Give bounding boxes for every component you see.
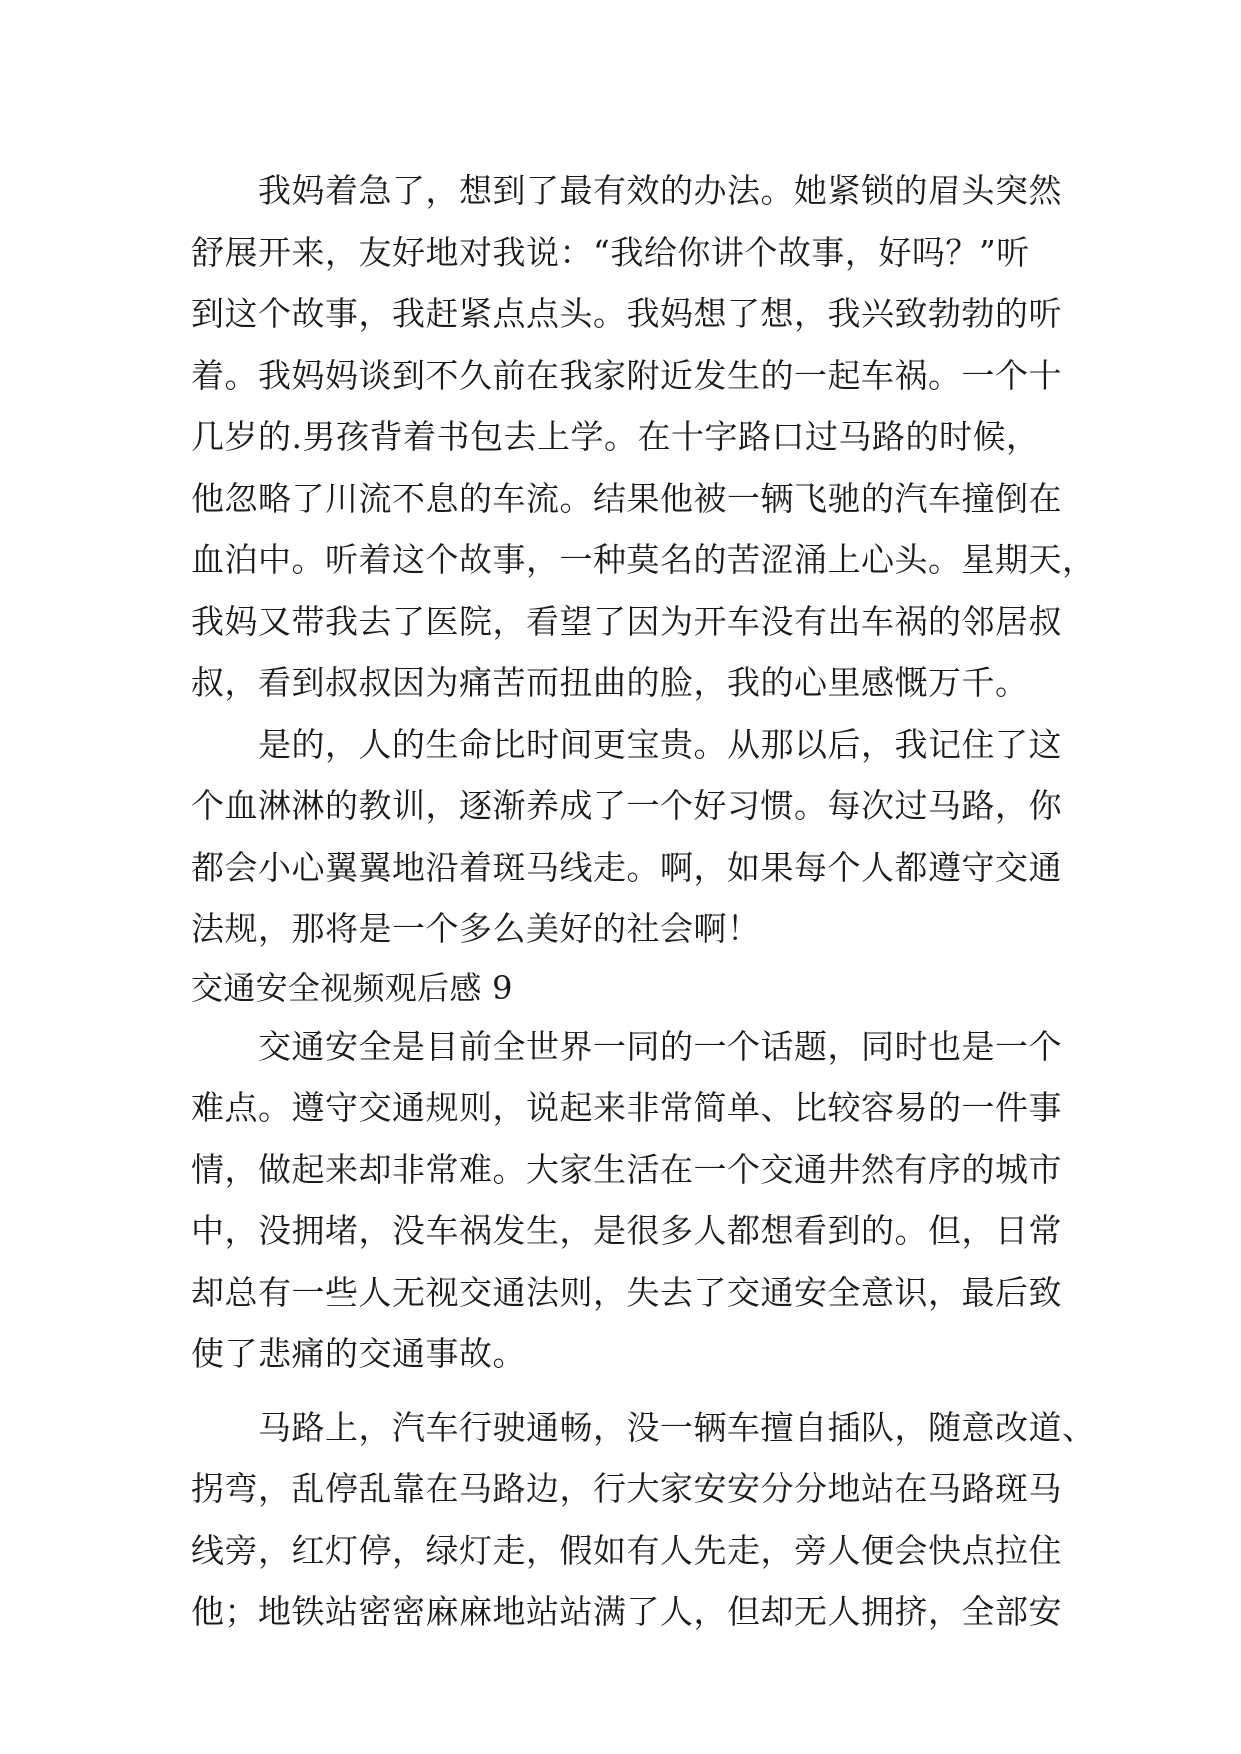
text-line: 法规，那将是一个多么美好的社会啊！ xyxy=(191,909,761,948)
text-line: 都会小心翼翼地沿着斑马线走。啊，如果每个人都遵守交通 xyxy=(191,847,1062,887)
text-line: 几岁的.男孩背着书包去上学。在十字路口过马路的时候， xyxy=(191,417,1040,456)
text-line: 是的，人的生命比时间更宝贵。从那以后，我记住了这 xyxy=(258,724,1062,764)
text-line: 到这个故事，我赶紧点点头。我妈想了想，我兴致勃勃的听 xyxy=(191,294,1062,333)
text-line: 线旁，红灯停，绿灯走，假如有人先走，旁人便会快点拉住 xyxy=(191,1530,1062,1570)
text-line: 中，没拥堵，没车祸发生，是很多人都想看到的。但，日常 xyxy=(191,1211,1062,1250)
document-body xyxy=(191,160,1096,1643)
text-line: 使了悲痛的交通事故。 xyxy=(191,1334,526,1373)
text-line: 舒展开来，友好地对我说：“我给你讲个故事，好吗？”听 xyxy=(191,232,1030,272)
text-line: 马路上，汽车行驶通畅，没一辆车擅自插队，随意改道、 xyxy=(258,1407,1096,1447)
paragraph xyxy=(191,160,1096,714)
text-line: 却总有一些人无视交通法则，失去了交通安全意识，最后致 xyxy=(191,1272,1062,1312)
text-line: 情，做起来却非常难。大家生活在一个交通井然有序的城市 xyxy=(191,1149,1062,1189)
text-line: 着。我妈妈谈到不久前在我家附近发生的一起车祸。一个十 xyxy=(191,355,1062,395)
text-line: 他；地铁站密密麻麻地站站满了人，但却无人拥挤，全部安 xyxy=(191,1592,1062,1631)
paragraph-spacer xyxy=(191,1385,1051,1397)
text-line: 我妈又带我去了医院，看望了因为开车没有出车祸的邻居叔 xyxy=(191,601,1062,641)
text-line: 交通安全是目前全世界一同的一个话题，同时也是一个 xyxy=(258,1026,1062,1066)
text-line: 他忽略了川流不息的车流。结果他被一辆飞驰的汽车撞倒在 xyxy=(191,478,1062,518)
text-line: 我妈着急了，想到了最有效的办法。她紧锁的眉头突然 xyxy=(258,171,1062,210)
text-line: 血泊中。听着这个故事，一种莫名的苦涩涌上心头。星期天， xyxy=(191,540,1096,579)
text-line: 个血淋淋的教训，逐渐养成了一个好习惯。每次过马路，你 xyxy=(191,786,1062,825)
paragraph xyxy=(191,714,1062,960)
text-line: 拐弯，乱停乱靠在马路边，行大家安安分分地站在马路斑马 xyxy=(191,1469,1062,1508)
section-heading: 交通安全视频观后感 9 xyxy=(191,968,513,1007)
paragraph xyxy=(191,1397,1096,1643)
text-line: 叔，看到叔叔因为痛苦而扭曲的脸，我的心里感慨万千。 xyxy=(191,663,1029,702)
text-line: 难点。遵守交通规则，说起来非常简单、比较容易的一件事 xyxy=(191,1088,1062,1127)
paragraph xyxy=(191,1016,1062,1385)
